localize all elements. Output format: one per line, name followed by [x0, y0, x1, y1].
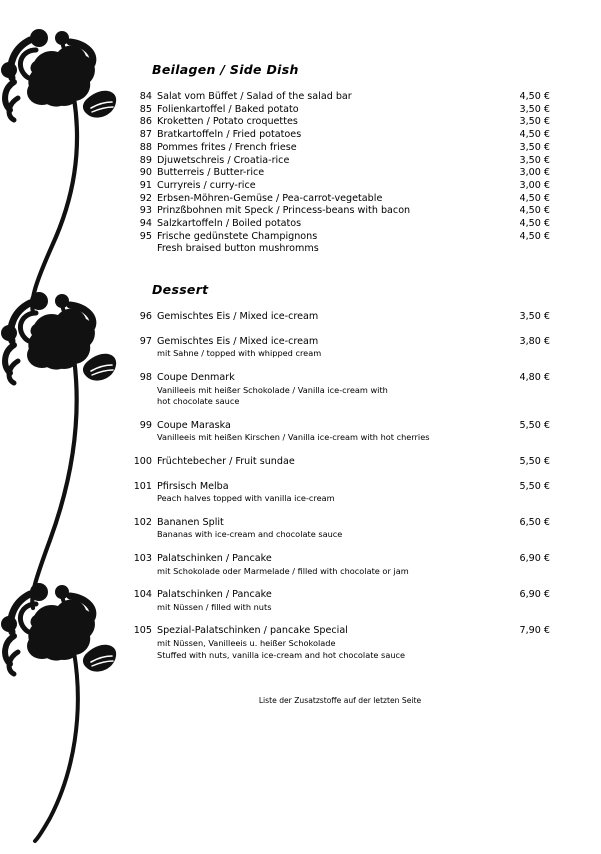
menu-item — [130, 116, 550, 129]
menu-item — [130, 205, 550, 218]
menu-item-row — [130, 231, 550, 244]
menu-item-number: 93 — [139, 205, 152, 217]
menu-item-number: 86 — [139, 116, 152, 128]
menu-item-number: 84 — [139, 91, 152, 102]
menu-item-row — [130, 456, 550, 469]
menu-item-description-line2: Stuffed with nuts, vanilla ice-cream and hot chocolate sauce — [157, 649, 406, 660]
menu-item-price: 6,90 € — [519, 552, 550, 564]
menu-item-number: 94 — [139, 218, 152, 230]
menu-item — [130, 218, 550, 231]
menu-item-name: Frische gedünstete Champignons — [157, 230, 318, 242]
menu-item-name: Butterreis / Butter-rice — [157, 167, 265, 179]
menu-item — [130, 104, 550, 117]
menu-item-price: 4,50 € — [519, 91, 550, 102]
menu-item-price: 3,50 € — [519, 103, 550, 115]
menu-item-price: 3,50 € — [519, 116, 550, 128]
menu-item-name: Salzkartoffeln / Boiled potatos — [157, 218, 302, 230]
menu-item-number: 91 — [139, 179, 152, 191]
menu-item — [130, 336, 550, 360]
menu-item-name: Palatschinken / Pancake — [157, 552, 272, 564]
menu-item-price: 4,50 € — [519, 230, 550, 242]
menu-item-row — [130, 481, 550, 494]
menu-item-row — [130, 372, 550, 385]
menu-item-number: 103 — [133, 552, 152, 564]
floral-ornament-svg — [0, 0, 130, 850]
menu-item-number: 87 — [139, 129, 152, 141]
menu-item-name: Gemischtes Eis / Mixed ice-cream — [157, 311, 319, 322]
menu-item-number: 89 — [139, 154, 152, 166]
menu-item-row — [130, 193, 550, 206]
additives-footnote: Liste der Zusatzstoffe auf der letzten Seite — [258, 696, 422, 705]
menu-item-row — [130, 420, 550, 433]
menu-item-row — [130, 311, 550, 324]
menu-item-name: Coupe Denmark — [157, 371, 235, 383]
menu-item-row — [130, 336, 550, 349]
menu-item-number: 85 — [139, 103, 152, 115]
menu-item-row — [130, 589, 550, 602]
flower-ornament-top — [1, 29, 116, 120]
menu-item-row — [130, 91, 550, 104]
menu-item-row — [130, 180, 550, 193]
menu-item-name: Gemischtes Eis / Mixed ice-cream — [157, 335, 319, 347]
menu-item — [130, 311, 550, 324]
menu-item — [130, 625, 550, 661]
menu-item-name: Bananen Split — [157, 516, 224, 528]
menu-item — [130, 517, 550, 541]
menu-item — [130, 193, 550, 206]
menu-item-price: 3,50 € — [519, 311, 550, 322]
menu-item-number: 90 — [139, 167, 152, 179]
menu-item-number: 101 — [133, 480, 152, 492]
menu-item — [130, 372, 550, 408]
menu-item-row — [130, 517, 550, 530]
menu-item-number: 100 — [133, 455, 152, 467]
menu-content — [130, 0, 601, 850]
menu-item-price: 4,50 € — [519, 205, 550, 217]
menu-item-number: 88 — [139, 141, 152, 153]
menu-item-description: mit Nüssen, Vanilleeis u. heißer Schokolade — [157, 638, 336, 649]
menu-item-name: Kroketten / Potato croquettes — [157, 116, 298, 128]
menu-item-name: Coupe Maraska — [157, 419, 231, 431]
menu-item-description: Fresh braised button mushromms — [157, 243, 319, 255]
menu-item-number: 105 — [133, 625, 152, 637]
menu-item-price: 3,80 € — [519, 335, 550, 347]
menu-item-price: 3,00 € — [519, 167, 550, 179]
menu-item — [130, 167, 550, 180]
section-title-side-dish: Beilagen / Side Dish — [152, 62, 299, 77]
menu-item-row — [130, 116, 550, 129]
menu-item-list-dessert — [130, 311, 550, 661]
menu-item-price: 4,50 € — [519, 218, 550, 230]
section-title-dessert: Dessert — [152, 282, 209, 297]
menu-item-description: Vanilleeis mit heißen Kirschen / Vanilla ice-cream with hot cherries — [157, 432, 430, 443]
menu-item-name: Palatschinken / Pancake — [157, 589, 272, 601]
menu-item — [130, 231, 550, 256]
menu-item-description: mit Schokolade oder Marmelade / filled with chocolate or jam — [157, 565, 409, 576]
menu-item-name: Salat vom Büffet / Salad of the salad bar — [157, 91, 352, 102]
menu-item-number: 96 — [139, 311, 152, 322]
menu-item-price: 3,00 € — [519, 179, 550, 191]
ornament-stem-group — [32, 98, 78, 841]
menu-item-row — [130, 142, 550, 155]
menu-item-number: 104 — [133, 589, 152, 601]
menu-item-price: 6,50 € — [519, 516, 550, 528]
menu-item-price: 4,50 € — [519, 129, 550, 141]
menu-item-price: 3,50 € — [519, 141, 550, 153]
menu-item — [130, 553, 550, 577]
menu-item-name: Curryreis / curry-rice — [157, 179, 256, 191]
menu-item-price: 3,50 € — [519, 154, 550, 166]
menu-item-price: 6,90 € — [519, 589, 550, 601]
menu-item-name: Bratkartoffeln / Fried potatoes — [157, 129, 302, 141]
menu-item-name: Folienkartoffel / Baked potato — [157, 103, 299, 115]
menu-item-price: 4,80 € — [519, 371, 550, 383]
menu-item — [130, 91, 550, 104]
menu-item-description: Bananas with ice-cream and chocolate sauce — [157, 529, 343, 540]
menu-item-name: Pommes frites / French friese — [157, 141, 297, 153]
menu-item-price: 5,50 € — [519, 419, 550, 431]
menu-item-number: 92 — [139, 192, 152, 204]
menu-item — [130, 129, 550, 142]
menu-item-list-side-dish — [130, 91, 550, 256]
menu-item-number: 98 — [139, 371, 152, 383]
menu-item-description-line2: hot chocolate sauce — [157, 396, 240, 407]
menu-item-description: mit Sahne / topped with whipped cream — [157, 348, 322, 359]
menu-item-row — [130, 129, 550, 142]
menu-item-number: 97 — [139, 335, 152, 347]
menu-item-name: Erbsen-Möhren-Gemüse / Pea-carrot-vegetable — [157, 192, 383, 204]
menu-item-name: Pfirsisch Melba — [157, 480, 229, 492]
menu-item-row — [130, 218, 550, 231]
menu-item — [130, 155, 550, 168]
menu-item — [130, 456, 550, 469]
menu-item-row — [130, 167, 550, 180]
flower-ornament-middle — [1, 292, 116, 383]
menu-item — [130, 180, 550, 193]
menu-item-price: 4,50 € — [519, 192, 550, 204]
menu-item-row — [130, 553, 550, 566]
menu-item-number: 102 — [133, 516, 152, 528]
section-dessert — [130, 282, 550, 661]
menu-item-description: mit Nüssen / filled with nuts — [157, 601, 272, 612]
menu-item — [130, 481, 550, 505]
menu-item-name: Djuwetschreis / Croatia-rice — [157, 154, 290, 166]
menu-item-description: Peach halves topped with vanilla ice-cream — [157, 493, 335, 504]
menu-item-row — [130, 155, 550, 168]
menu-item — [130, 420, 550, 444]
menu-item-number: 95 — [139, 230, 152, 242]
menu-item-number: 99 — [139, 419, 152, 431]
decorative-ornament-column — [0, 0, 130, 850]
menu-item-price: 5,50 € — [519, 455, 550, 467]
menu-item-name: Prinzßbohnen mit Speck / Princess-beans with bacon — [157, 205, 411, 217]
menu-item — [130, 142, 550, 155]
menu-item-row — [130, 625, 550, 638]
menu-item-row — [130, 205, 550, 218]
menu-item-name: Spezial-Palatschinken / pancake Special — [157, 625, 348, 637]
menu-item — [130, 589, 550, 613]
menu-item-price: 7,90 € — [519, 625, 550, 637]
menu-item-row — [130, 104, 550, 117]
menu-item-description: Vanilleeis mit heißer Schokolade / Vanilla ice-cream with — [157, 384, 388, 395]
section-side-dish — [130, 62, 550, 256]
flower-ornament-bottom — [1, 583, 116, 674]
menu-item-price: 5,50 € — [519, 480, 550, 492]
menu-item-name: Früchtebecher / Fruit sundae — [157, 455, 295, 467]
